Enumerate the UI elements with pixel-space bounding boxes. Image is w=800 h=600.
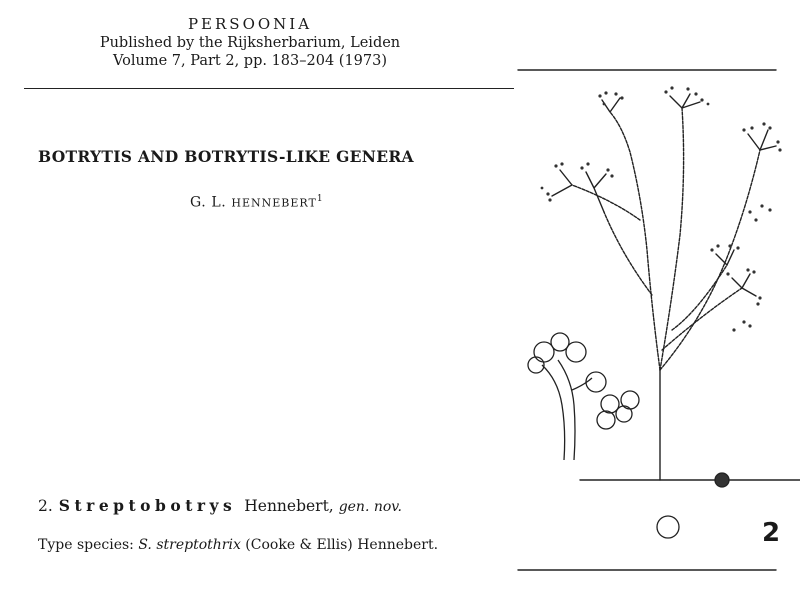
- conidium-icon: [657, 516, 679, 538]
- article-title: BOTRYTIS AND BOTRYTIS-LIKE GENERA: [38, 147, 414, 166]
- branch-center: [660, 108, 684, 370]
- twig-right-top: [748, 130, 776, 150]
- journal-header: [40, 14, 460, 70]
- hypha-left: [542, 365, 565, 460]
- author-line: [190, 194, 323, 211]
- hypha-right: [558, 360, 575, 460]
- author-footnote-marker: 1: [316, 194, 324, 204]
- author-initials: G. L.: [190, 194, 232, 211]
- branch-right-lower: [662, 288, 742, 350]
- branch-right-mid: [672, 265, 727, 330]
- genus-authority: Hennebert,: [244, 497, 334, 515]
- genus-name: Streptobotrys: [58, 496, 237, 515]
- publisher-line: Published by the Rijksherbarium, Leiden: [99, 35, 401, 51]
- type-species-line: [38, 537, 438, 553]
- conidiophore-illustration: [512, 60, 800, 580]
- type-species-authority: (Cooke & Ellis) Hennebert.: [240, 537, 439, 553]
- branch-left-upper: [572, 185, 640, 220]
- genus-heading: [38, 496, 402, 515]
- twig-right-mid: [716, 250, 734, 265]
- header-rule: [24, 88, 514, 89]
- conidia-clusters: [541, 86, 782, 331]
- sclerotium-icon: [715, 473, 729, 487]
- streptobotrys-figure: [512, 60, 800, 580]
- author-surname: HENNEBERT: [231, 196, 317, 210]
- journal-name: PERSOONIA: [187, 15, 313, 33]
- branch-right: [660, 150, 760, 370]
- figure-number: 2: [762, 518, 781, 548]
- germinating-conidia: [528, 333, 729, 538]
- section-number: 2.: [38, 497, 53, 515]
- twig-center-top: [670, 94, 700, 108]
- genus-status: gen. nov.: [338, 499, 402, 515]
- type-species-label: Type species:: [38, 537, 139, 553]
- branch-left-mid: [604, 212, 652, 295]
- twig-left-upper: [552, 170, 572, 196]
- type-species-name: S. streptothrix: [138, 537, 241, 553]
- volume-line: Volume 7, Part 2, pp. 183–204 (1973): [113, 53, 387, 69]
